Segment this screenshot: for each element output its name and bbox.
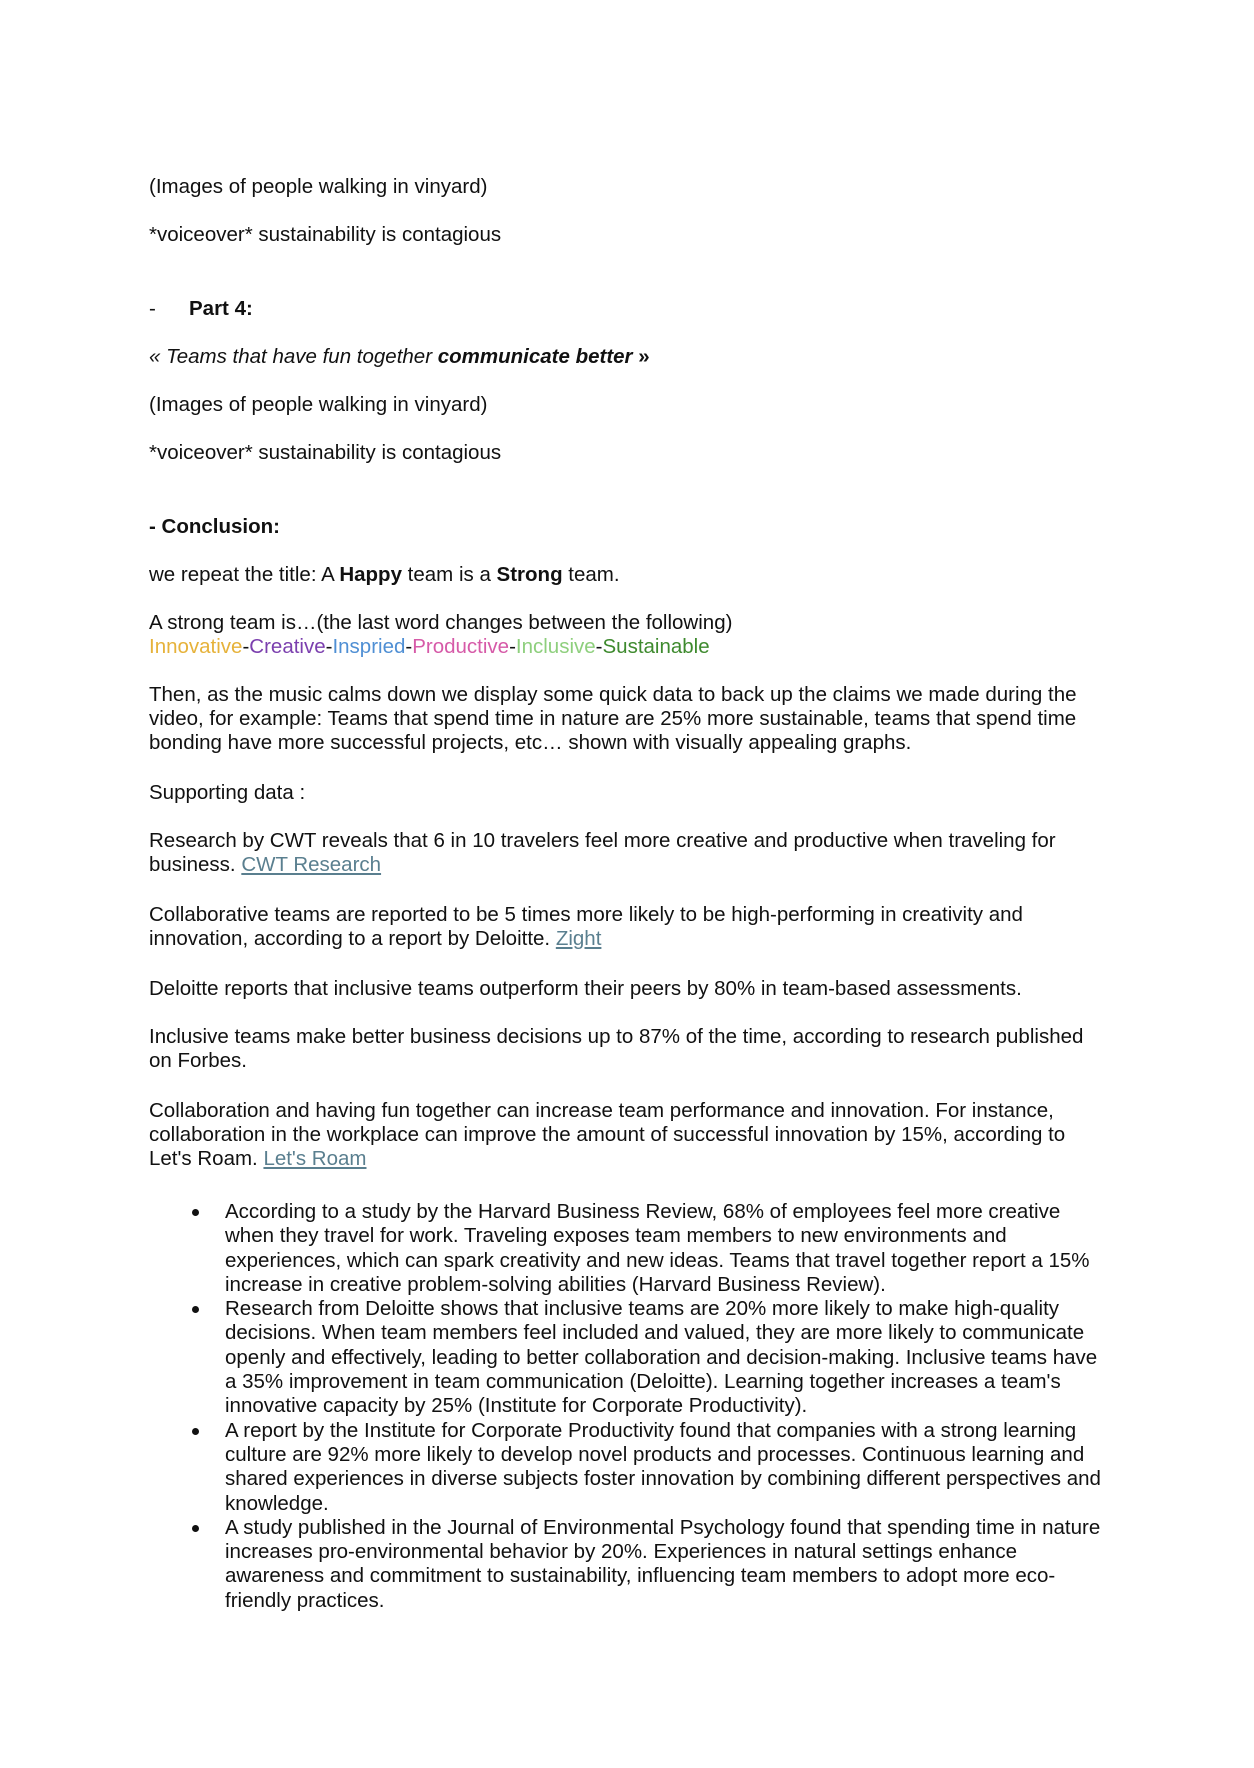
repeat-bold-strong: Strong xyxy=(496,563,563,586)
repeat-text-2: team is a xyxy=(401,563,497,586)
lets-roam-link[interactable]: Let's Roam xyxy=(263,1147,367,1170)
word-sustainable: Sustainable xyxy=(602,635,710,658)
word-innovative: Innovative xyxy=(149,635,243,658)
list-dash: - xyxy=(149,297,156,320)
bullet-text: A study published in the Journal of Environmental Psychology found that spending time in nature increases pro-environmental behavior by 20%. Experiences in natural settings enhance awareness and commitment to sustainability, influencing team members to adopt more eco-friendly practices. xyxy=(225,1515,1101,1612)
collab-text: Collaborative teams are reported to be 5 times more likely to be high-performing in creativity and innovation, according to a report by Deloitte. xyxy=(149,903,1023,950)
list-item xyxy=(149,1200,1109,1297)
music-paragraph: Then, as the music calms down we display some quick data to back up the claims we made during the video, for example: Teams that spend time in nature are 25% more sustainable, teams that spend time bonding have more successful projects, etc… shown with visually appealing graphs. xyxy=(149,683,1077,754)
supporting-data-label: Supporting data : xyxy=(149,781,306,804)
repeat-bold-happy: Happy xyxy=(339,563,402,586)
quote-close: » xyxy=(632,345,650,368)
word-separator: - xyxy=(242,635,250,658)
zight-link[interactable]: Zight xyxy=(555,927,602,950)
quote-open: « Teams that have fun together xyxy=(149,345,438,368)
cwt-research-link[interactable]: CWT Research xyxy=(241,853,382,876)
quote-bold: communicate better xyxy=(437,345,633,368)
deloitte-line: Deloitte reports that inclusive teams outperform their peers by 80% in team-based assessments. xyxy=(149,977,1022,1000)
colored-words-line xyxy=(149,635,710,659)
supporting-bullets xyxy=(149,1200,1109,1613)
scene-note: (Images of people walking in vinyard) xyxy=(149,175,488,198)
conclusion-heading: - Conclusion: xyxy=(149,515,280,538)
word-separator: - xyxy=(509,635,516,658)
voiceover-line: *voiceover* sustainability is contagious xyxy=(149,223,502,246)
word-creative: Creative xyxy=(249,635,326,658)
word-inclusive: Inclusive xyxy=(515,635,596,658)
voiceover-line-2: *voiceover* sustainability is contagious xyxy=(149,441,502,464)
strong-team-line: A strong team is…(the last word changes between the following) xyxy=(149,611,733,634)
roam-text: Collaboration and having fun together can increase team performance and innovation. For instance, collaboration in the workplace can improve the amount of successful innovation by 15%, according to Let's Roam. xyxy=(149,1099,1066,1170)
list-item xyxy=(149,1516,1109,1613)
word-separator: - xyxy=(405,635,413,658)
roam-paragraph xyxy=(149,1099,1109,1171)
repeat-title-line xyxy=(149,563,620,587)
scene-note-2: (Images of people walking in vinyard) xyxy=(149,393,488,416)
quote-line xyxy=(149,345,650,369)
word-inspired: Inspried xyxy=(332,635,406,658)
list-item xyxy=(149,1419,1109,1516)
repeat-text-3: team. xyxy=(562,563,620,586)
part4-title: Part 4: xyxy=(189,297,253,320)
bullet-icon xyxy=(192,1209,199,1216)
word-separator: - xyxy=(325,635,333,658)
bullet-icon xyxy=(192,1306,199,1313)
list-item xyxy=(149,1297,1109,1418)
bullet-text: Research from Deloitte shows that inclusive teams are 20% more likely to make high-quality decisions. When team members feel included and valued, they are more likely to communicate openly and effectively, leading to better collaboration and decision-making. Inclusive teams have a 35% improvement in team communication (Deloitte). Learning together increases a team's innovative capacity by 25% (Institute for Corporate Productivity). xyxy=(225,1297,1098,1418)
word-productive: Productive xyxy=(412,635,510,658)
collab-paragraph xyxy=(149,903,1109,951)
cwt-text: Research by CWT reveals that 6 in 10 travelers feel more creative and productive when traveling for business. xyxy=(149,829,1056,876)
part4-heading xyxy=(149,297,253,321)
inclusive-paragraph: Inclusive teams make better business decisions up to 87% of the time, according to research published on Forbes. xyxy=(149,1025,1084,1072)
cwt-paragraph xyxy=(149,829,1109,877)
repeat-text-1: we repeat the title: A xyxy=(149,563,340,586)
bullet-icon xyxy=(192,1525,199,1532)
bullet-text: According to a study by the Harvard Business Review, 68% of employees feel more creative when they travel for work. Traveling exposes team members to new environments and experiences, which can spark creativity and new ideas. Teams that travel together report a 15% increase in creative problem-solving abilities (Harvard Business Review). xyxy=(225,1200,1090,1296)
word-separator: - xyxy=(595,635,603,658)
bullet-icon xyxy=(192,1428,199,1435)
bullet-text: A report by the Institute for Corporate Productivity found that companies with a strong learning culture are 92% more likely to develop novel products and processes. Continuous learning and shared experiences in diverse subjects foster innovation by combining different perspectives and knowledge. xyxy=(225,1418,1101,1515)
